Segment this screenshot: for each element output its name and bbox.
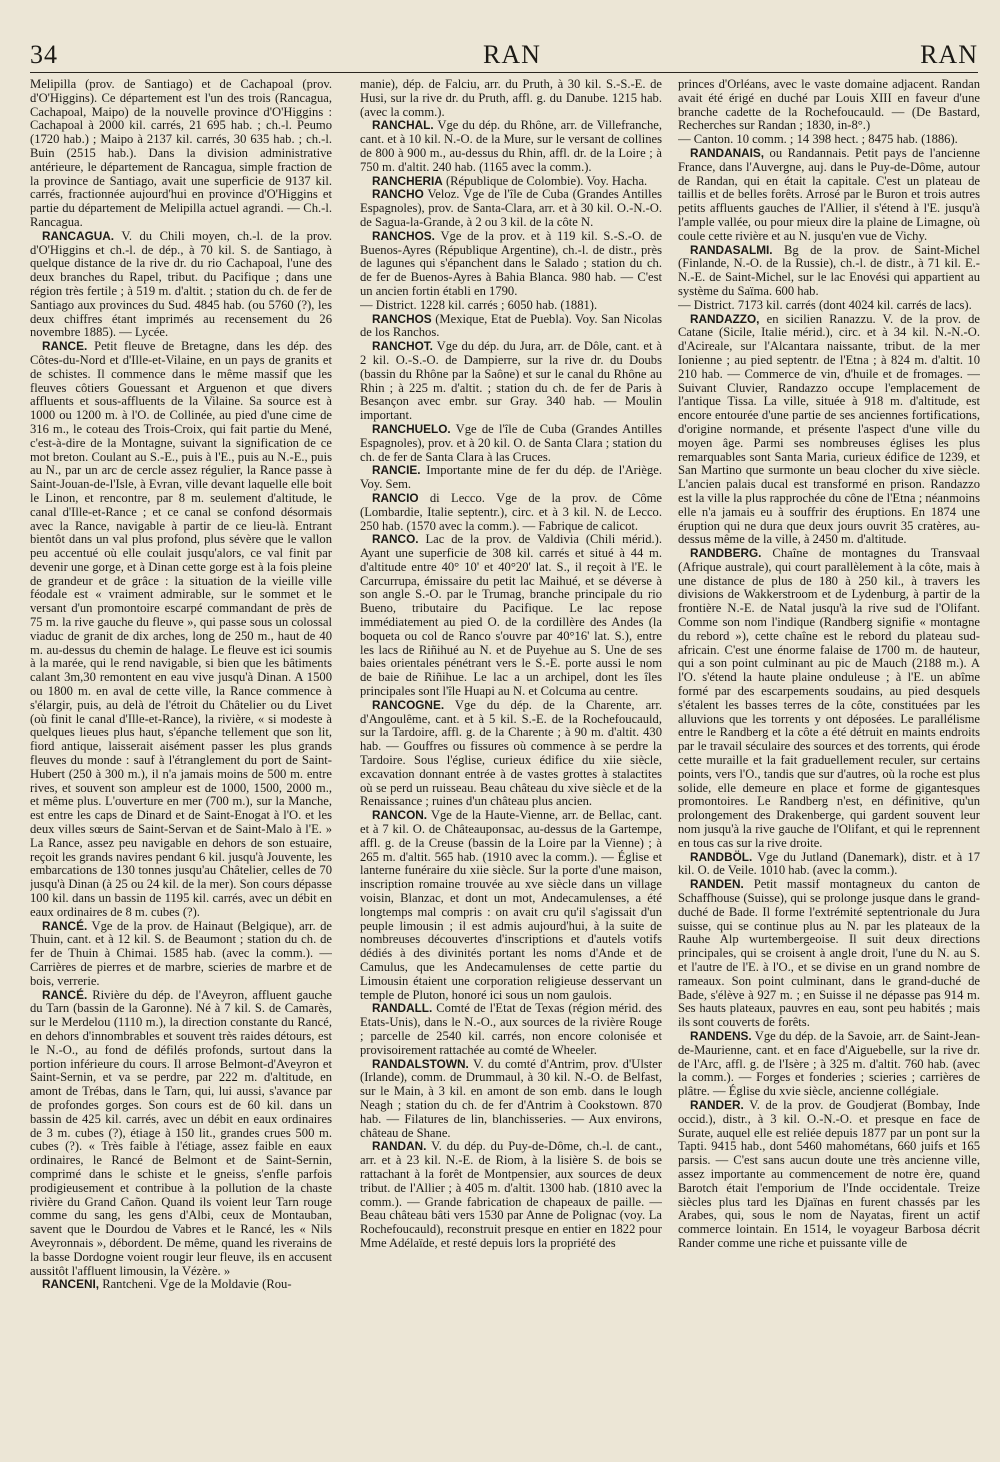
dictionary-entry <box>360 492 662 533</box>
entry-headword: RANCHOS. <box>372 228 435 243</box>
entry-headword: RANDENS. <box>690 1028 752 1043</box>
entry-text: — District. 7173 kil. carrés (dont 4024 kil. carrés de lacs). <box>678 297 972 312</box>
header-rule <box>30 72 978 73</box>
running-title-center: RAN <box>483 40 541 69</box>
dictionary-entry <box>678 1030 980 1099</box>
entry-text: V. du dép. du Puy-de-Dôme, ch.-l. de cant., arr. et à 23 kil. N.-E. de Riom, à la lisière S. de bois se rattachant à la forêt de Montpensier, aux sources de deux tribut. de l'Allier ; à 405 m. d'altit. 1300 hab. (1810 avec la comm.). — Grande fabrication de chapeaux de paille. — Beau château bâti vers 1530 par Anne de Polignac (voy. La Rochefoucauld), reconstruit presque en entier en 1822 pour Mme Adélaïde, et resté depuis lors la propriété des <box>360 1139 662 1250</box>
entry-headword: RANDER. <box>690 1097 744 1112</box>
entry-headword: RANCÉ. <box>42 987 88 1002</box>
entry-text: di Lecco. Vge de la prov. de Côme (Lombardie, Italie septentr.), circ. et à 3 kil. N. de Lecco. 250 hab. (1570 avec la comm.). — Fabrique de calicot. <box>360 490 662 533</box>
dictionary-entry <box>360 1140 662 1250</box>
dictionary-entry <box>360 340 662 423</box>
entry-headword: RANCHOS <box>372 311 432 326</box>
entry-text: manie), dép. de Falciu, arr. du Pruth, à 30 kil. S.-S.-E. de Husi, sur la rive dr. du Pruth, affl. g. du Danube. 1215 hab. (avec la comm.). <box>360 78 662 119</box>
entry-text: — District. 1228 kil. carrés ; 6050 hab. (1881). <box>360 297 598 312</box>
entry-text: V. du comté d'Antrim, prov. d'Ulster (Irlande), comm. de Drummaul, à 30 kil. N.-O. de Belfast, sur le Main, à 3 kil. en amont de son emb. dans le lough Neagh ; station du ch. de fer d'Antrim à Cookstown. 870 hab. — Filatures de lin, blanchisseries. — Aux environs, château de Shane. <box>360 1056 662 1140</box>
dictionary-entry <box>360 1058 662 1141</box>
entry-headword: RANCIE. <box>372 463 421 478</box>
entry-text: princes d'Orléans, avec le vaste domaine adjacent. Randan avait été érigé en duché par Louis XIII en faveur d'une branche cadette de la Rochefoucauld. — (De Bastard, Recherches sur Randan ; 1830, in-8°.) <box>678 78 980 133</box>
entry-headword: RANDALL. <box>372 1001 433 1016</box>
dictionary-entry <box>360 533 662 699</box>
entry-text: Melipilla (prov. de Santiago) et de Cachapoal (prov. d'O'Higgins). Ce département est l'un des trois (Rancagua, Cachapoal, Maipo) de la nouvelle province d'O'Higgins : Cachapoal à 2000 kil. carrés, 21 695 hab. ; ch.-l. Peumo (1720 hab.) ; Maipo à 2137 kil. carrés, 30 635 hab. ; ch.-l. Buin (2515 hab.). Dans la division administrative antérieure, le département de Rancagua, simple fraction de la province de Santiago, avait une superficie de 9137 kil. carrés, fractionnée aujourd'hui en province d'O'Higgins et partie du département de Melipilla actuel agrandi. — Ch.-l. Rancagua. <box>30 78 332 229</box>
entry-text: Petit massif montagneux du canton de Schaffhouse (Suisse), qui se prolonge jusque dans le grand-duché de Bade. Il forme l'extrémité septentrionale du Jura suisse, qui se continue plus au N. par les plateaux de la Rauhe Alp wurtembergeoise. Il suit deux directions principales, qui se croisent à angle droit, l'une du N. au S. et l'autre de l'E. à l'O., et se divise en un grand nombre de rameaux. Son point culminant, dans le grand-duché de Bade, s'élève à 927 m. ; en Suisse il ne dépasse pas 914 m. Ses hauts plateaux, pauvres en eau, sont peu habités ; mais ils sont couverts de forêts. <box>678 877 980 1030</box>
entry-headword: RANCE. <box>42 339 88 354</box>
entry-headword: RANCOGNE. <box>372 697 445 712</box>
dictionary-entry <box>360 423 662 464</box>
entry-text: Comté de l'Etat de Texas (région mérid. des Etats-Unis), dans le N.-O., aux sources de la rivière Rouge ; parcelle de 2540 kil. carrés, non encore colonisée et provisoirement rattachée au comté de Wheeler. <box>360 1001 662 1057</box>
dictionary-entry <box>360 464 662 492</box>
dictionary-entry <box>678 133 980 147</box>
entry-headword: RANCON. <box>372 808 428 823</box>
entry-headword: RANCHOT. <box>372 339 433 354</box>
column-1 <box>30 78 332 1452</box>
entry-text: Rivière du dép. de l'Aveyron, affluent gauche du Tarn (bassin de la Garonne). Né à 7 kil. S. de Camarès, sur le Merdelou (1110 m.), la direction constante du Rancé, en dehors d'innombrables et souvent très raides détours, est le N.-O., au fond de défilés profonds, surtout dans la portion inférieure du cours. Il arrose Belmont-d'Aveyron et Saint-Sernin, et va se perdre, par 222 m. d'altitude, en amont de Trébas, dans le Tarn, qui, lui aussi, s'avance par de profondes gorges. Son cours est de 60 kil. dans un bassin de 425 kil. carrés, avec un débit en eaux ordinaires de 3 m. cubes (?), étiage à 150 lit., grandes crues 500 m. cubes (?). « Très faible à l'étiage, assez faible en eaux ordinaires, le Rancé de Belmont et de Saint-Sernin, comprimé dans le schiste et le gneiss, s'enfle parfois prodigieusement et contribue à la pollution de la chaste rivière du Grand Cañon. Quand ils voient leur Tarn rouge comme du sang, les gens d'Albi, ceux de Montauban, savent que le Dourdou de Vabres et le Rancé, les « Nils Aveyronnais », débordent. De même, quand les riverains de la basse Dordogne voient rougir leur fleuve, ils en accusent aussitôt l'affluent limousin, la Vézère. » <box>30 987 332 1278</box>
entry-headword: RANDEN. <box>690 877 744 892</box>
dictionary-entry <box>30 1278 332 1292</box>
dictionary-entry <box>678 851 980 879</box>
entry-headword: RANDANAIS, <box>690 145 765 160</box>
entry-headword: RANCHO <box>372 187 424 202</box>
entry-headword: RANCÉ. <box>42 918 88 933</box>
entry-text: Vge de la prov. et à 119 kil. S.-S.-O. de Buenos-Ayres (République Argentine), ch.-l. de distr., près de lagunes qui s'épanchent dans le Salado ; station du ch. de fer de Buenos-Ayres à Bahia Blanca. 980 hab. — C'est un ancien fortin établi en 1790. <box>360 228 662 298</box>
dictionary-entry <box>360 78 662 119</box>
dictionary-entry <box>30 989 332 1279</box>
entry-text: Chaîne de montagnes du Transvaal (Afrique australe), qui court parallèlement à la côte, mais à une distance de plus de 180 à 250 kil., à travers les divisions de Wakkerstroom et de Lydenburg, à partir de la frontière N.-E. de Natal jusqu'à la rive sud de l'Olifant. Comme son nom l'indique (Randberg signifie « montagne du rebord »), cette chaîne est le rebord du plateau sud-africain. C'est une énorme falaise de 1700 m. de hauteur, qui a son point culminant au pic de Mauch (2188 m.). A l'O. s'étend la haute plaine onduleuse ; à l'E. un abîme formé par des escarpements soudains, au pied desquels s'étalent les basses terres de la côte, constituées par les alluvions que les torrents y ont déposées. Le parallélisme entre le Randberg et la côte a été détruit en maints endroits par le travail séculaire des sources et des torrents, qui érode cette muraille et la fait graduellement reculer, sur certains points, vers l'O., tandis que sur d'autres, où la roche est plus solide, elle demeure en place et forme de gigantesques promontoires. Le Randberg n'est, en définitive, qu'un prolongement des Drakenberge, qui gardent souvent leur nom jusqu'à la rive gauche de l'Olifant, et qui le reprennent en tous cas sur la rive droite. <box>678 546 980 850</box>
column-2 <box>360 78 662 1452</box>
entry-headword: RANDALSTOWN. <box>372 1056 469 1071</box>
entry-headword: RANCAGUA. <box>42 228 115 243</box>
entry-text: Vge du dép. de la Charente, arr. d'Angoulême, cant. et à 5 kil. S.-E. de la Rochefoucauld, sur la Tardoire, affl. g. de la Charente ; à 90 m. d'altit. 430 hab. — Gouffres ou fissures où commence à se perdre la Tardoire. Sous l'église, curieux édifice du xiie siècle, excavation donnant entrée à de vastes grottes à stalactites où se perd un ruisseau. Beau château du xive siècle et de la Renaissance ; ruines d'un château plus ancien. <box>360 697 662 809</box>
entry-headword: RANDAN. <box>372 1139 427 1154</box>
dictionary-entry <box>360 230 662 299</box>
entry-text: Importante mine de fer du dép. de l'Ariège. Voy. Sem. <box>360 463 662 492</box>
dictionary-entry <box>360 175 662 189</box>
entry-headword: RANCENI, <box>42 1277 100 1292</box>
entry-headword: RANCHAL. <box>372 118 434 133</box>
entry-text: ou Randannais. Petit pays de l'ancienne France, dans l'Auvergne, auj. dans le Puy-de-Dôme, autour de Randan, qui en était la capitale. C'est un plateau de taillis et de belles forêts. Arrosé par le Buron et trois autres petits affluents gauches de l'Allier, il s'étend à l'E. jusqu'à l'ample vallée, ou pour mieux dire la plaine de Limagne, où coule cette rivière et au N. jusqu'en vue de Vichy. <box>678 145 980 243</box>
dictionary-entry <box>678 244 980 299</box>
entry-text: (République de Colombie). Voy. Hacha. <box>445 173 648 188</box>
dictionary-entry <box>360 313 662 341</box>
entry-text: Vge de la prov. de Hainaut (Belgique), arr. de Thuin, cant. et à 12 kil. S. de Beaumont ; station du ch. de fer de Thuin à Chimai. 1585 hab. (avec la comm.). — Carrières de pierres et de marbre, scieries de marbre et de bois, verrerie. <box>30 918 332 988</box>
entry-text: Vge du Jutland (Danemark), distr. et à 17 kil. O. de Veile. 1010 hab. (avec la comm.). <box>678 849 980 878</box>
entry-text: (Mexique, Etat de Puebla). Voy. San Nicolas de los Ranchos. <box>360 311 662 340</box>
dictionary-entry <box>678 313 980 548</box>
entry-headword: RANCO. <box>372 532 419 547</box>
entry-text: V. de la prov. de Goudjerat (Bombay, Inde occid.), distr., à 3 kil. O.-N.-O. et presque en face de Surate, auquel elle est reliée depuis 1877 par un pont sur la Tapti. 9415 hab., dont 5460 mahométans, 660 juifs et 165 parsis. — C'est sans aucun doute une très ancienne ville, assez importante au commencement de notre ère, quand Barotch était l'emporium de l'Inde occidentale. Treize siècles plus tard les Djaïnas en furent chassés par les Arabes, qui, sous le nom de Nayatas, firent un actif commerce lointain. En 1514, le voyageur Barbosa décrit Rander comme une riche et puissante ville de <box>678 1097 980 1250</box>
entry-headword: RANDBERG. <box>690 546 762 561</box>
entry-text: Vge du dép. de la Savoie, arr. de Saint-Jean-de-Maurienne, cant. et en face d'Aiguebelle, sur la rive dr. de l'Arc, affl. g. de l'Isère ; à 325 m. d'altit. 760 hab. (avec la comm.). — Forges et fonderies ; scieries ; carrières de plâtre. — Église du xvie siècle, ancienne collégiale. <box>678 1028 980 1099</box>
entry-headword: RANCHUELO. <box>372 421 451 436</box>
entry-text: Vge du dép. du Jura, arr. de Dôle, cant. et à 2 kil. O.-S.-O. de Dampierre, sur la rive dr. du Doubs (bassin du Rhône par la Saône) et sur le canal du Rhône au Rhin ; à 225 m. d'altit. ; station du ch. de fer de Paris à Besançon avec embr. sur Gray. 340 hab. — Moulin important. <box>360 339 662 423</box>
entry-text: Rantcheni. Vge de la Moldavie (Rou- <box>102 1277 292 1292</box>
dictionary-entry <box>360 188 662 229</box>
entry-text: — Canton. 10 comm. ; 14 398 hect. ; 8475 hab. (1886). <box>678 132 958 147</box>
entry-text: Lac de la prov. de Valdivia (Chili mérid.). Ayant une superficie de 308 kil. carrés et situé à 44 m. d'altitude entre 40° 10' et 40°20' lat. S., il reçoit à l'E. le Carcurrupa, émissaire du petit lac Maihué, et se déverse à son angle S.-O. par le Trumag, branche principale du rio Bueno, tributaire du Pacifique. Le lac repose immédiatement au pied O. de la cordillère des Andes (la boqueta ou col de Ranco s'ouvre par 40°16' lat. S.), entre les lacs de Riñihué au N. et de Puyehue au S. Une de ses baies orientales pénétrant vers le S.-E. porte aussi le nom de baie de Riñihue. Le lac a un archipel, dont les îles principales sont l'île Huapi au N. et Colcuma au centre. <box>360 532 662 699</box>
dictionary-entry <box>360 809 662 1002</box>
entry-text: Vge du dép. du Rhône, arr. de Villefranche, cant. et à 10 kil. N.-O. de la Mure, sur le versant de collines de 800 à 900 m., au-dessus du Rhin, affl. dr. de la Loire ; à 750 m. d'altit. 240 hab. (1165 avec la comm.). <box>360 118 662 174</box>
dictionary-entry <box>360 119 662 174</box>
column-3 <box>678 78 980 1452</box>
dictionary-entry <box>678 147 980 244</box>
entry-text: Petit fleuve de Bretagne, dans les dép. des Côtes-du-Nord et d'Ille-et-Vilaine, en un pays de granits et de schistes. Il commence dans le même massif que les fleuves côtiers Gouessant et Arguenon et que divers affluents et sous-affluents de la Vilaine. Sa source est à 1000 ou 1200 m. à l'O. de Collinée, au pied d'une cime de 316 m., le coteau des Trois-Croix, qui fait partie du Mené, c'est-à-dire de la Montagne, suivant la signification de ce mot breton. Coulant au S.-E., puis à l'E., puis au N.-E., puis au N., par un arc de cercle assez régulier, la Rance passe à Saint-Jouan-de-l'Isle, à Evran, ville devant laquelle elle boit le Linon, et rencontre, par 8 m. seulement d'altitude, le canal d'Ille-et-Rance ; et ce canal se confond désormais avec la Rance, navigable à partir de ce lieu-là. Entrant bientôt dans un val plus profond, plus sévère que le vallon peu accentué où elle coulait jusqu'alors, ce val finit par devenir une gorge, et à Dinan cette gorge est à la fois pleine de grandeur et de grâce : la situation de la vieille ville féodale est « vraiment admirable, sur le sommet et le versant d'un promontoire escarpé commandant de près de 75 m. la rive gauche du fleuve », qui passe sous un colossal viaduc de granit de dix arches, long de 250 m., haut de 40 m. au-dessus du chemin de halage. Le fleuve est ici soumis à la marée, qui le rend navigable, si bien que les bâtiments calant 3m,30 remontent en eau vive jusqu'à Dinan. A 1500 ou 1800 m. en aval de cette ville, la Rance commence à s'élargir, puis, au delà de l'étroit du Châtelier ou du Livet (où finit le canal d'Ille-et-Rance), la rivière, « si modeste à quelques lieues plus haut, s'épanche tellement que son lit, fiord antique, laisserait aisément passer les plus grands fleuves du monde : sauf à l'étranglement du port de Saint-Hubert (250 à 300 m.), il n'a jamais moins de 500 m. entre rives, et souvent son ampleur est de 1000, 1500, 2000 m., et même plus. L'ouverture en mer (700 m.), sur la Manche, est entre les caps de Dinard et de Saint-Enogat à l'O. et les deux villes sœurs de Saint-Servan et de Saint-Malo à l'E. » La Rance, assez peu navigable en dehors de son estuaire, reçoit les grands navires pendant 6 kil. jusqu'à Jouvente, les embarcations de 130 tonnes jusqu'au Châtelier, celles de 70 jusqu'à Dinan (à 25 ou 24 kil. de la mer). Son cours dépasse 100 kil. dans un bassin de 1195 kil. carrés, avec un débit en eaux ordinaires de 8 m. cubes (?). <box>30 339 332 919</box>
entry-text: en sicilien Ranazzu. V. de la prov. de Catane (Sicile, Italie mérid.), circ. et à 34 kil. N.-N.-O. d'Acireale, sur l'Alcantara naissante, tribut. de la mer Ionienne ; au pied septentr. de l'Etna ; à 824 m. d'altit. 10 210 hab. — Commerce de vin, d'huile et de fromages. — Suivant Cluvier, Randazzo occupe l'emplacement de l'antique Tissa. La ville, située à 918 m. d'altitude, est encore entourée d'une partie de ses anciennes fortifications, d'origine normande, et présente l'aspect d'une ville du moyen âge. Parmi ses nombreuses églises les plus remarquables sont Santa Maria, curieux édifice de 1239, et San Martino que surmonte un beau clocher du xive siècle. L'ancien palais ducal est transformé en prison. Randazzo est la ville la plus rapprochée du cône de l'Etna ; néanmoins elle n'a jamais eu à souffrir des éruptions. En 1874 une éruption qui ne dura que deux jours ouvrit 35 cratères, au-dessus même de la ville, à 2450 m. d'altitude. <box>678 311 980 547</box>
entry-headword: RANDAZZO, <box>690 311 760 326</box>
dictionary-entry <box>678 547 980 851</box>
dictionary-entry <box>30 230 332 340</box>
dictionary-entry <box>678 878 980 1030</box>
entry-text: Veloz. Vge de l'île de Cuba (Grandes Antilles Espagnoles), prov. de Santa-Clara, arr. et à 30 kil. O.-N.-O. de Sagua-la-Grande, à 2 ou 3 kil. de la côte N. <box>360 187 662 229</box>
dictionary-entry <box>678 1099 980 1251</box>
entry-headword: RANDBÖL. <box>690 849 753 864</box>
entry-headword: RANDASALMI. <box>690 242 773 257</box>
dictionary-entry <box>678 299 980 313</box>
entry-headword: RANCIO <box>372 490 419 505</box>
dictionary-entry <box>678 78 980 133</box>
running-title-right: RAN <box>920 40 978 69</box>
page-number: 34 <box>30 40 58 69</box>
entry-text: Bg de la prov. de Saint-Michel (Finlande, N.-O. de la Russie), ch.-l. de distr., à 71 kil. E.-N.-E. de Saint-Michel, sur le lac Enovési qui appartient au système du Saïma. 600 hab. <box>678 242 980 298</box>
dictionary-entry <box>30 78 332 230</box>
entry-text: Vge de la Haute-Vienne, arr. de Bellac, cant. et à 7 kil. O. de Châteauponsac, au-dessus de la Gartempe, affl. g. de la Creuse (bassin de la Loire par la Vienne) ; à 265 m. d'altit. 565 hab. (1910 avec la comm.). — Église et lanterne funéraire du xiie siècle. Sur la porte d'une maison, inscription romaine trouvée au xve siècle dans un village voisin, Blanzac, et dont un mot, Andecamulenses, a été longtemps mal compris : on avait cru qu'il s'agissait d'un peuple limousin ; il est admis aujourd'hui, à la suite de nombreuses découvertes d'inscriptions et d'autels votifs dédiés à des divinités portant les noms d'Ande et de Camulus, que les Andecamulenses de cette partie du Limousin étaient une corporation religieuse desservant un temple de Pluton, honoré ici sous un nom gaulois. <box>360 808 662 1002</box>
entry-text: V. du Chili moyen, ch.-l. de la prov. d'O'Higgins et ch.-l. de dép., à 70 kil. S. de Santiago, à quelque distance de la rive dr. du rio Cachapoal, l'une des deux branches du Rapel, tribut. du Pacifique ; dans une région très fertile ; à 519 m. d'altit. ; station du ch. de fer de Santiago aux provinces du Sud. 4845 hab. (ou 5760 (?), les deux chiffres étant imprimés au recensement du 26 novembre 1885). — Lycée. <box>30 228 332 340</box>
dictionary-entry <box>360 699 662 809</box>
entry-headword: RANCHERIA <box>372 173 443 188</box>
dictionary-entry <box>360 299 662 313</box>
entry-text: Vge de l'île de Cuba (Grandes Antilles Espagnoles), prov. et à 20 kil. O. de Santa Clara ; station du ch. de fer de Santa Clara à las Cruces. <box>360 421 662 464</box>
dictionary-entry <box>30 920 332 989</box>
dictionary-entry <box>360 1002 662 1057</box>
running-header <box>30 40 978 76</box>
dictionary-entry <box>30 340 332 919</box>
